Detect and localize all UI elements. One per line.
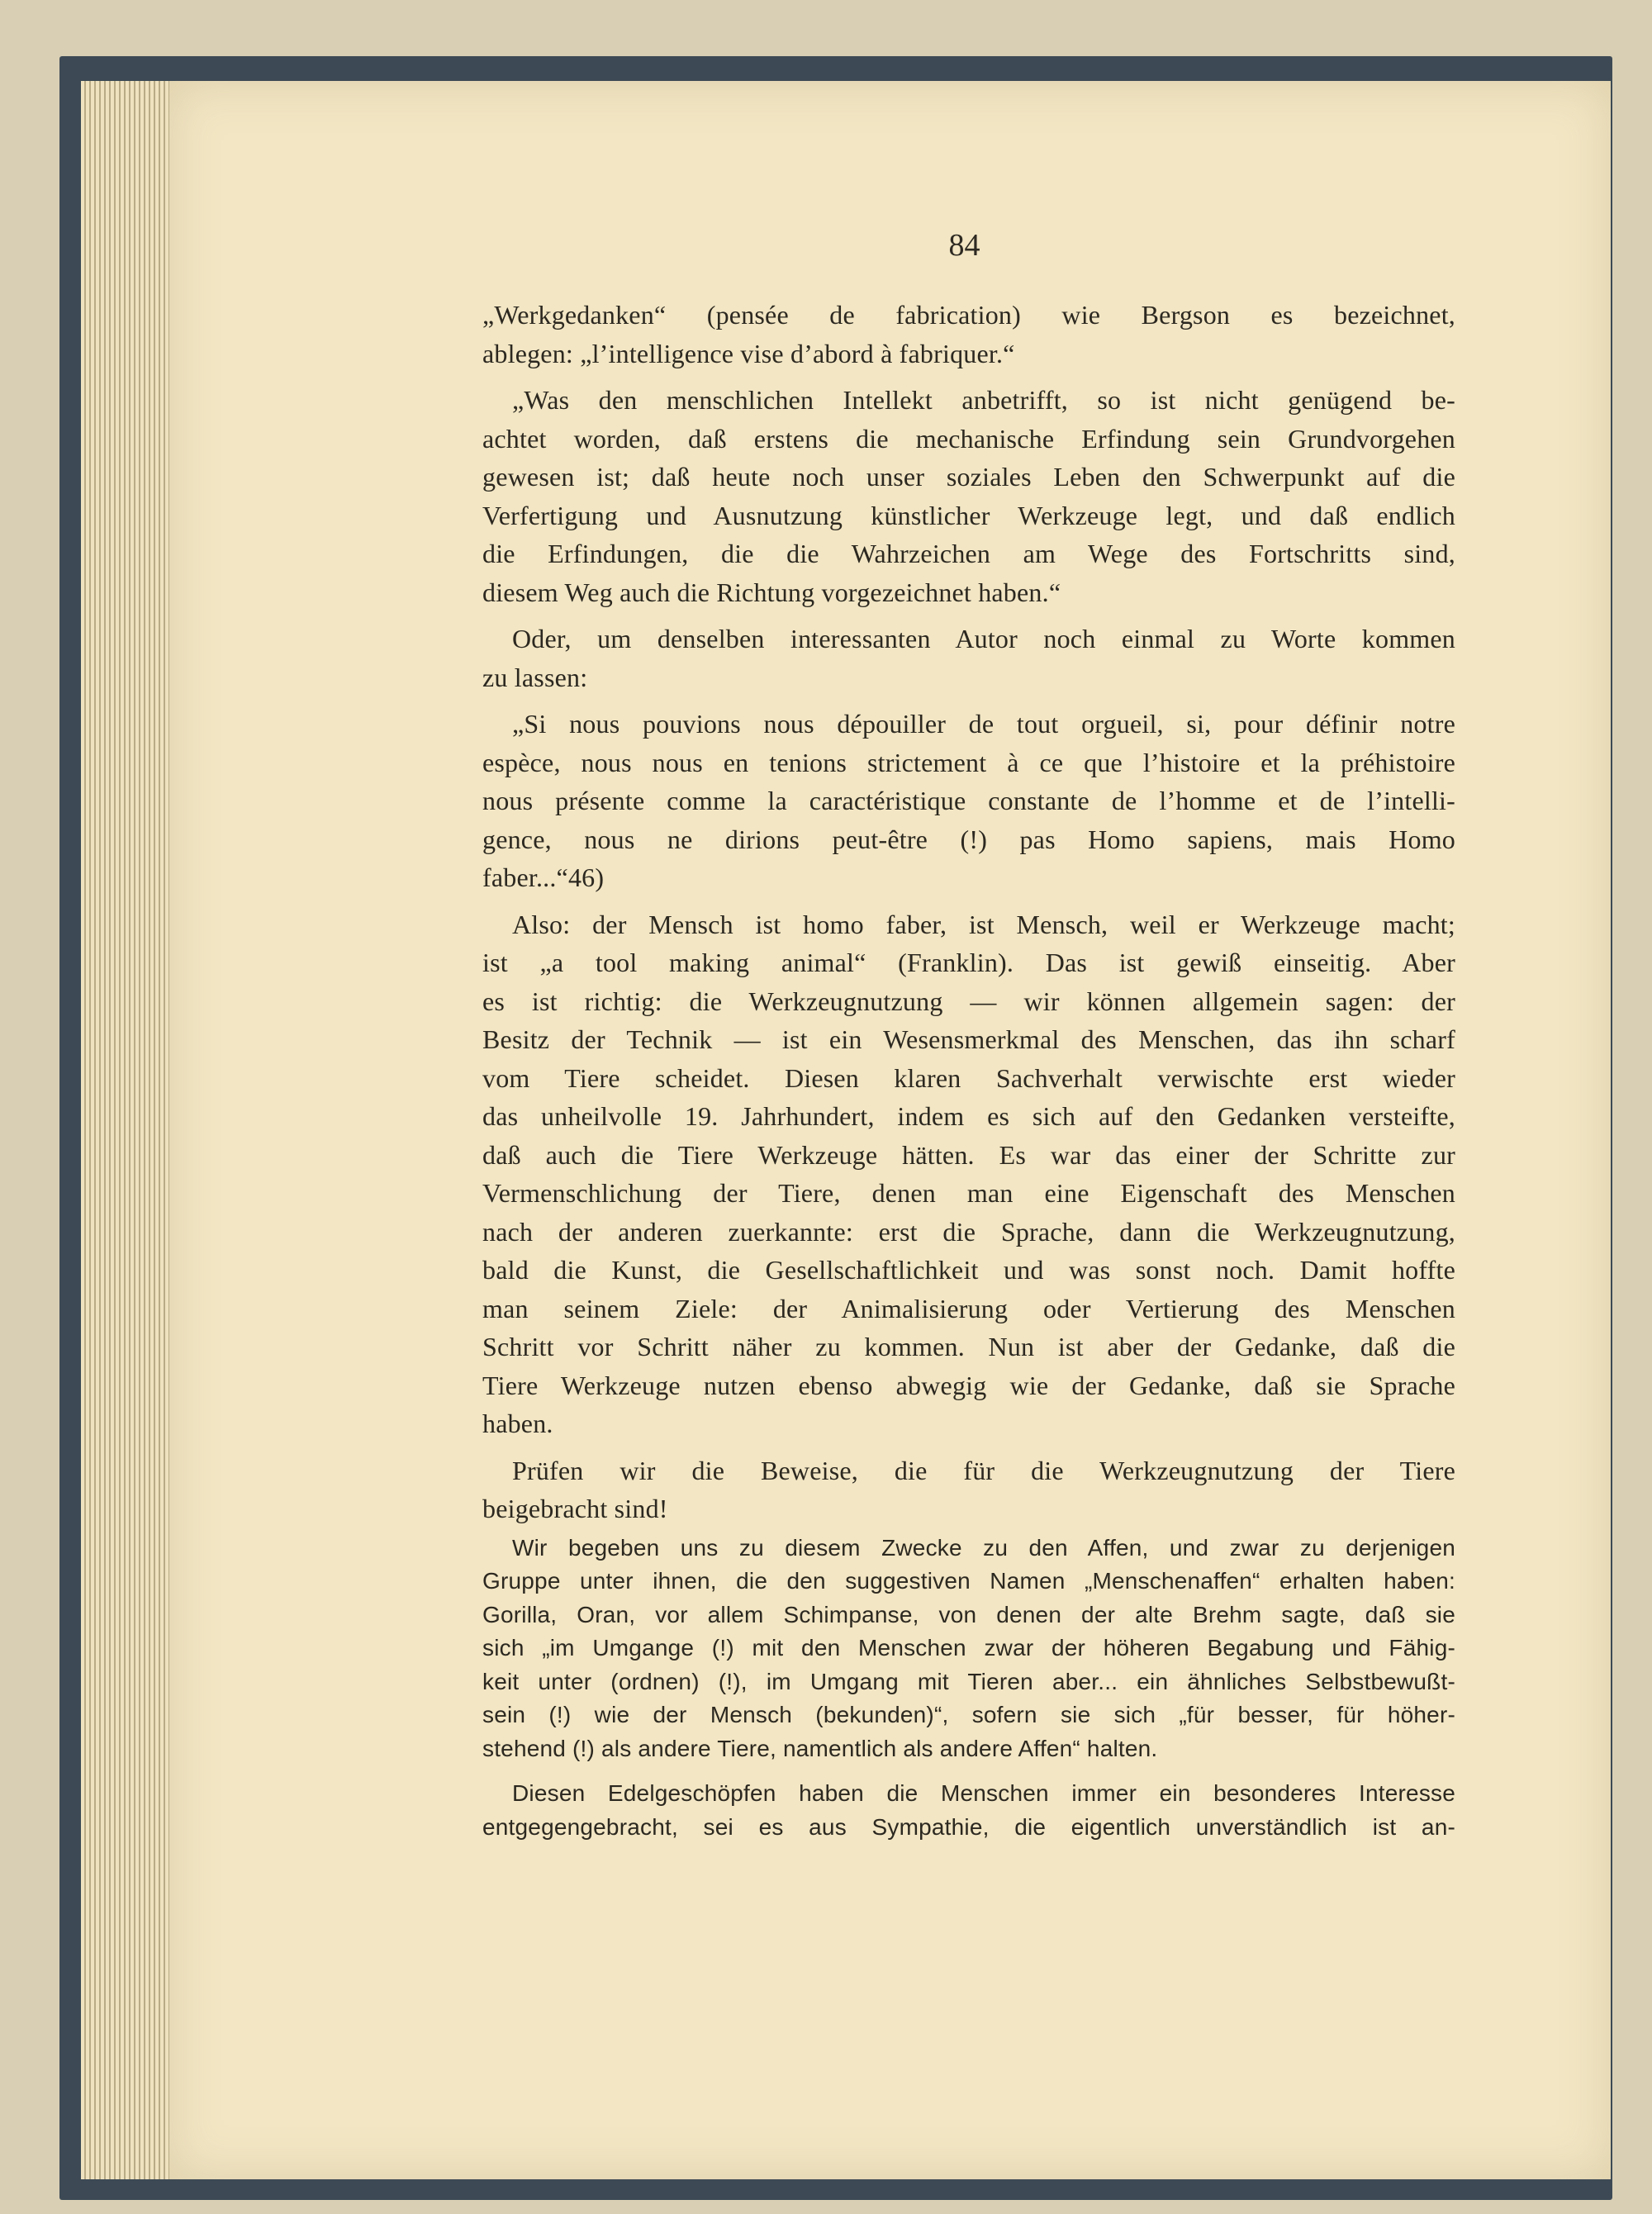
text-line: es ist richtig: die Werkzeugnutzung — wir können allgemein sagen: der <box>482 986 1455 1016</box>
page-number: 84 <box>948 228 980 263</box>
text-line: Besitz der Technik — ist ein Wesensmerkmal des Menschen, das ihn scharf <box>482 1024 1455 1054</box>
text-line: „Werkgedanken“ (pensée de fabrication) wie Bergson es bezeichnet, <box>482 300 1455 330</box>
text-line: Diesen Edelgeschöpfen haben die Menschen immer ein besonderes Interesse <box>512 1780 1455 1806</box>
text-line: ist „a tool making animal“ (Franklin). Das ist gewiß einseitig. Aber <box>482 948 1455 977</box>
text-line: haben. <box>482 1409 553 1438</box>
text-line: achtet worden, daß erstens die mechanische Erfindung sein Grundvorgehen <box>482 423 1455 454</box>
text-line: Schritt vor Schritt näher zu kommen. Nun ist aber der Gedanke, daß die <box>482 1332 1455 1361</box>
text-line: faber...“46) <box>482 862 605 892</box>
text-line: espèce, nous nous en tenions strictement à ce que l’histoire et la préhistoire <box>482 747 1455 777</box>
text-line: bald die Kunst, die Gesellschaftlichkeit und was sonst noch. Damit hoffte <box>482 1255 1455 1285</box>
text-line: gence, nous ne dirions peut-être (!) pas Homo sapiens, mais Homo <box>482 824 1455 854</box>
quote-paragraph <box>482 705 1455 897</box>
text-line: beigebracht sind! <box>482 1494 668 1523</box>
paragraph <box>482 905 1455 1443</box>
text-line: Verfertigung und Ausnutzung künstlicher Werkzeuge legt, und daß endlich <box>482 500 1455 530</box>
text-line: die Erfindungen, die die Wahrzeichen am Wege des Fortschritts sind, <box>482 539 1455 568</box>
text-line: entgegengebracht, sei es aus Sympathie, die eigentlich unverständlich ist an- <box>482 1813 1455 1840</box>
text-line: nous présente comme la caractéristique constante de l’homme et de l’intelli- <box>482 786 1455 815</box>
text-line: das unheilvolle 19. Jahrhundert, indem es sich auf den Gedanken versteifte, <box>482 1101 1455 1131</box>
text-line: diesem Weg auch die Richtung vorgezeichnet haben.“ <box>482 577 1061 607</box>
small-print-paragraph <box>482 1532 1455 1766</box>
text-line: man seinem Ziele: der Animalisierung oder Vertierung des Menschen <box>482 1293 1455 1323</box>
text-line: Gorilla, Oran, vor allem Schimpanse, von denen der alte Brehm sagte, daß sie <box>482 1601 1455 1627</box>
text-line: Oder, um denselben interessanten Autor noch einmal zu Worte kommen <box>512 624 1455 653</box>
text-line: sich „im Umgange (!) mit den Menschen zwar der höheren Begabung und Fähig- <box>482 1635 1455 1660</box>
text-line: daß auch die Tiere Werkzeuge hätten. Es war das einer der Schritte zur <box>482 1139 1455 1170</box>
text-line: keit unter (ordnen) (!), im Umgang mit Tieren aber... ein ähnliches Selbstbewußt- <box>482 1668 1455 1694</box>
text-line: Vermenschlichung der Tiere, denen man eine Eigenschaft des Menschen <box>482 1178 1455 1208</box>
text-line: nach der anderen zuerkannte: erst die Sprache, dann die Werkzeugnutzung, <box>482 1216 1455 1247</box>
text-line: Tiere Werkzeuge nutzen ebenso abwegig wie der Gedanke, daß sie Sprache <box>482 1370 1455 1400</box>
paragraph <box>482 1451 1455 1528</box>
paragraph <box>482 296 1455 373</box>
text-line: stehend (!) als andere Tiere, namentlich als andere Affen“ halten. <box>482 1735 1158 1761</box>
text-line: Prüfen wir die Beweise, die für die Werkzeugnutzung der Tiere <box>512 1455 1455 1485</box>
text-line: gewesen ist; daß heute noch unser soziales Leben den Schwerpunkt auf die <box>482 462 1455 492</box>
text-line: ablegen: „l’intelligence vise d’abord à fabriquer.“ <box>482 338 1015 368</box>
small-print-paragraph <box>482 1777 1455 1844</box>
text-line: Gruppe unter ihnen, die den suggestiven Namen „Menschenaffen“ erhalten haben: <box>482 1568 1455 1594</box>
paragraph <box>482 381 1455 611</box>
paragraph <box>482 620 1455 696</box>
page-edges <box>81 81 172 2179</box>
text-line: Wir begeben uns zu diesem Zwecke zu den Affen, und zwar zu derjenigen <box>512 1534 1455 1561</box>
page-text <box>482 296 1455 1844</box>
text-line: vom Tiere scheidet. Diesen klaren Sachverhalt verwischte erst wieder <box>482 1062 1455 1093</box>
text-line: Also: der Mensch ist homo faber, ist Mensch, weil er Werkzeuge macht; <box>512 909 1455 939</box>
text-line: sein (!) wie der Mensch (bekunden)“, sofern sie sich „für besser, für höher- <box>482 1702 1455 1727</box>
text-line: zu lassen: <box>482 662 588 692</box>
text-line: „Si nous pouvions nous dépouiller de tout orgueil, si, pour définir notre <box>512 709 1455 739</box>
text-line: „Was den menschlichen Intellekt anbetrifft, so ist nicht genügend be- <box>512 385 1455 415</box>
